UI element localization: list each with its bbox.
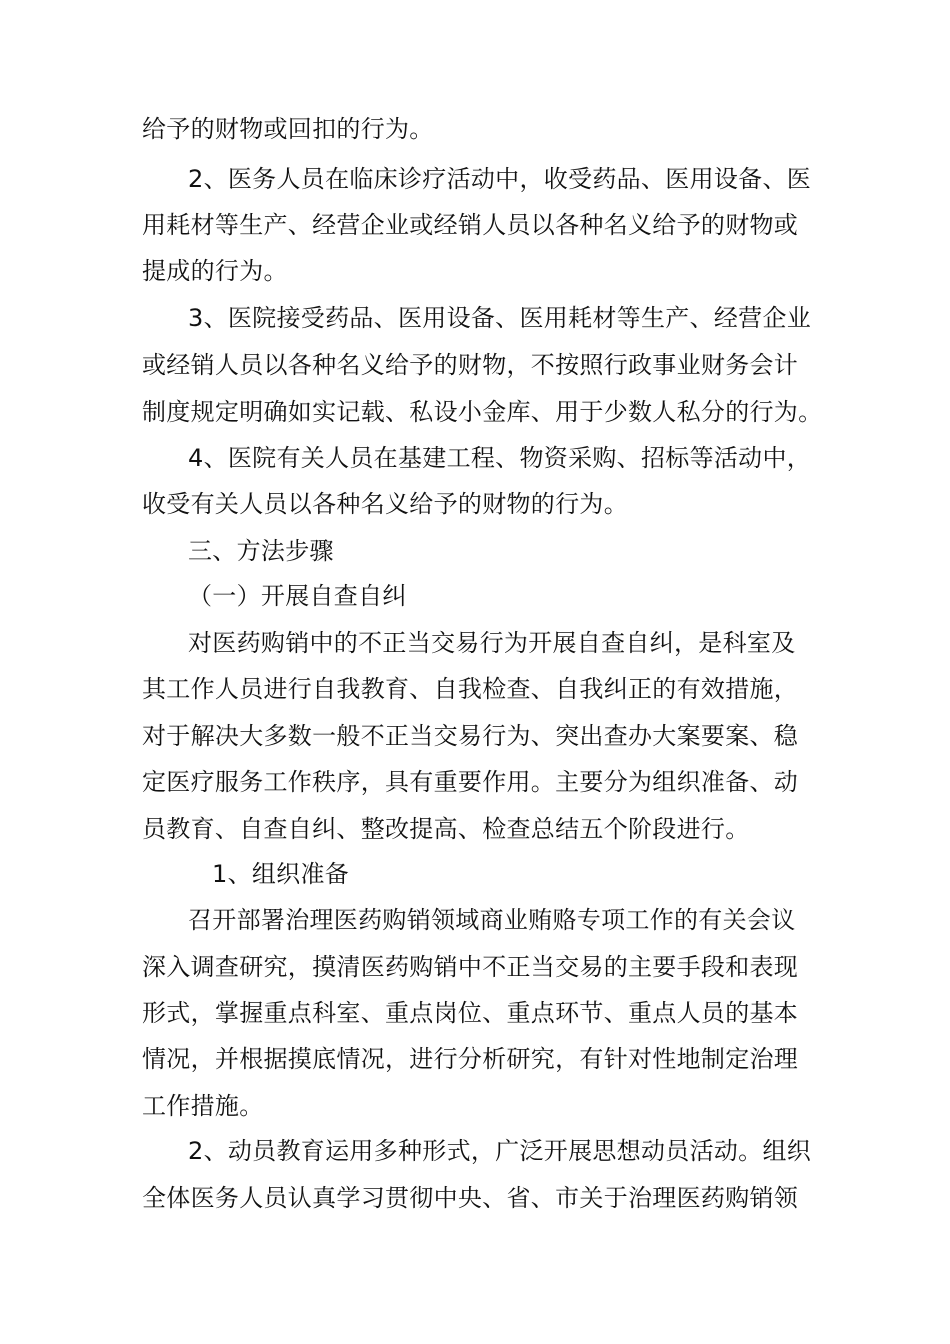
- text-line: 情况，并根据摸底情况，进行分析研究，有针对性地制定治理: [142, 1045, 799, 1073]
- text-line: 用耗材等生产、经营企业或经销人员以各种名义给予的财物或: [142, 211, 799, 239]
- text-line: 对于解决大多数一般不正当交易行为、突出查办大案要案、稳: [142, 722, 799, 750]
- text-line: 4、医院有关人员在基建工程、物资采购、招标等活动中，: [188, 444, 812, 472]
- text-line: 给予的财物或回扣的行为。: [142, 115, 434, 143]
- item-heading: 1、组织准备: [212, 860, 350, 888]
- text-line: 员教育、自查自纠、整改提高、检查总结五个阶段进行。: [142, 815, 750, 843]
- text-line: 2、动员教育运用多种形式，广泛开展思想动员活动。组织: [188, 1137, 812, 1165]
- text-line: 对医药购销中的不正当交易行为开展自查自纠，是科室及: [188, 629, 796, 657]
- section-heading: 三、方法步骤: [188, 537, 334, 565]
- text-line: 形式，掌握重点科室、重点岗位、重点环节、重点人员的基本: [142, 999, 799, 1027]
- subsection-heading: （一）开展自查自纠: [188, 582, 407, 610]
- text-line: 定医疗服务工作秩序，具有重要作用。主要分为组织准备、动: [142, 768, 799, 796]
- text-line: 制度规定明确如实记载、私设小金库、用于少数人私分的行为。: [142, 398, 823, 426]
- text-line: 其工作人员进行自我教育、自我检查、自我纠正的有效措施，: [142, 675, 799, 703]
- text-line: 召开部署治理医药购销领域商业贿赂专项工作的有关会议: [188, 906, 796, 934]
- text-line: 深入调查研究，摸清医药购销中不正当交易的主要手段和表现: [142, 953, 799, 981]
- text-line: 3、医院接受药品、医用设备、医用耗材等生产、经营企业: [188, 304, 812, 332]
- text-line: 提成的行为。: [142, 257, 288, 285]
- text-line: 收受有关人员以各种名义给予的财物的行为。: [142, 490, 628, 518]
- text-line: 或经销人员以各种名义给予的财物，不按照行政事业财务会计: [142, 351, 799, 379]
- text-line: 工作措施。: [142, 1092, 264, 1120]
- text-line: 2、医务人员在临床诊疗活动中，收受药品、医用设备、医: [188, 165, 812, 193]
- text-line: 全体医务人员认真学习贯彻中央、省、市关于治理医药购销领: [142, 1184, 799, 1212]
